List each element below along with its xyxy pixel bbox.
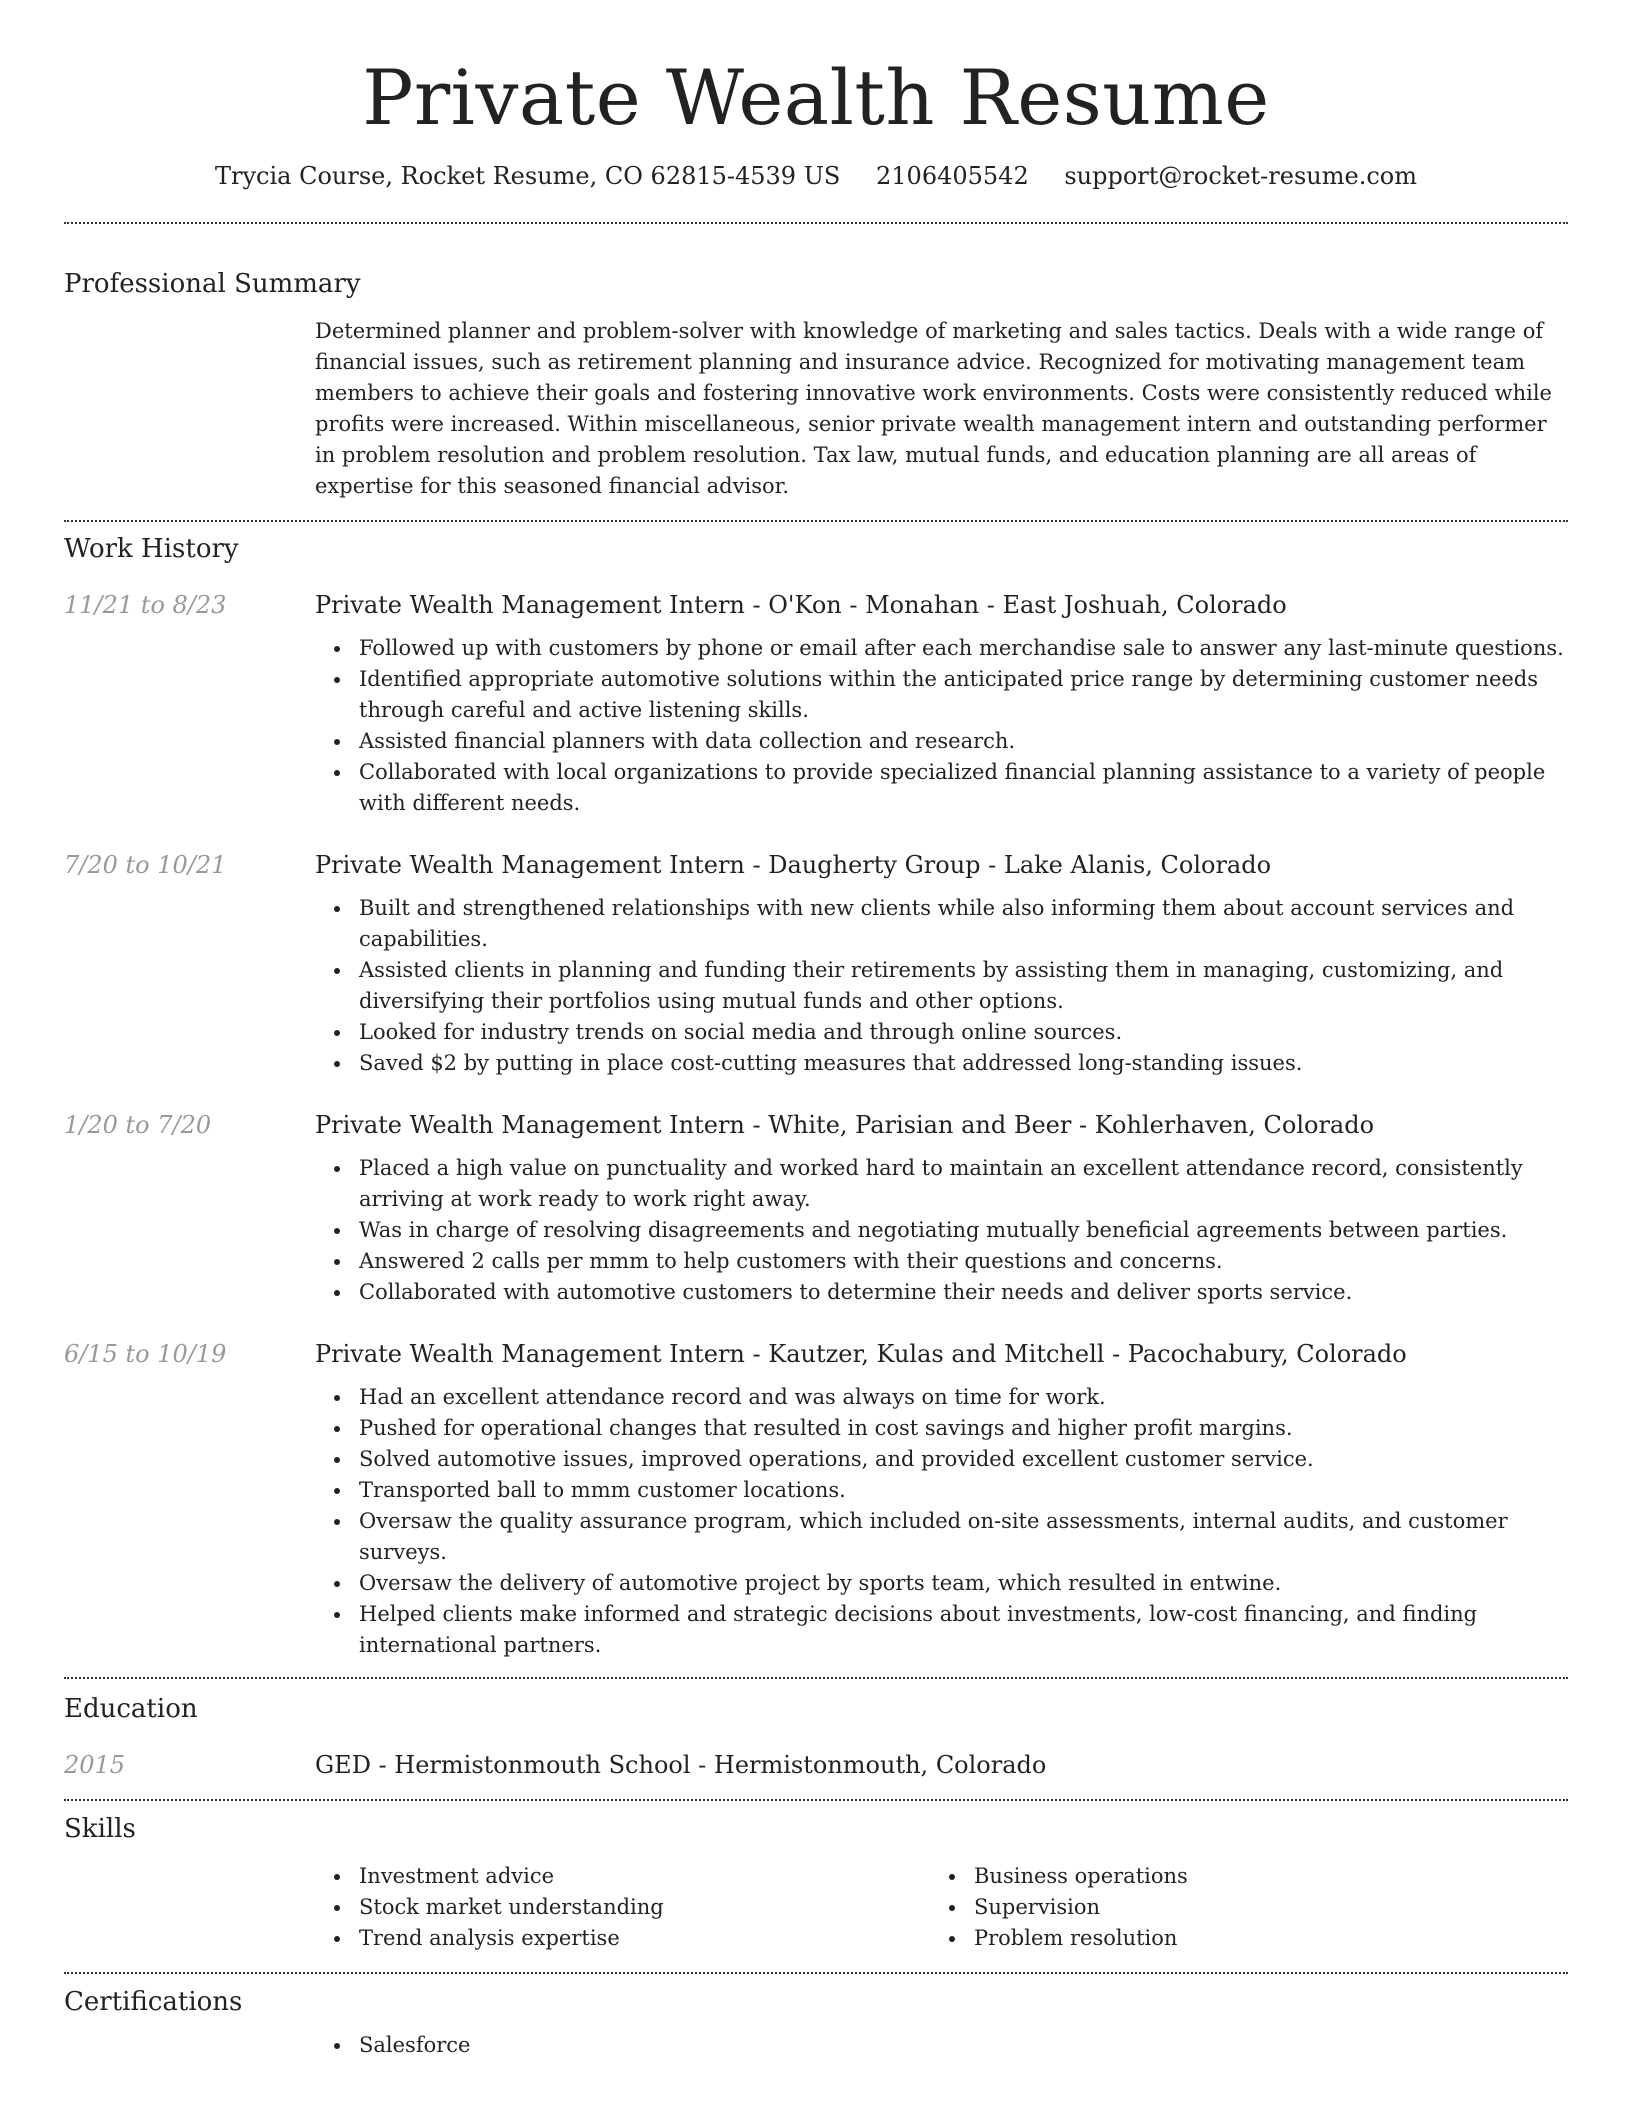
skills-column-left [315,1861,930,1954]
job-title: Private Wealth Management Intern - White, Parisian and Beer - Kohlerhaven, Colorado [315,1111,1375,1139]
divider [64,1677,1568,1679]
contact-address: Trycia Course, Rocket Resume, CO 62815-4539 US [215,162,841,190]
list-item: Placed a high value on punctuality and worked hard to maintain an excellent attendance record, consistently arriving at work ready to work right away. [315,1153,1568,1215]
contact-line [64,156,1568,196]
divider [64,520,1568,522]
job-entry [64,587,1568,819]
job-bullets [315,1153,1568,1308]
list-item: Followed up with customers by phone or email after each merchandise sale to answer any last-minute questions. [315,633,1568,664]
list-item: Assisted clients in planning and funding their retirements by assisting them in managing, customizing, and diversifying their portfolios using mutual funds and other options. [315,955,1568,1017]
job-dates: 7/20 to 10/21 [64,851,227,879]
skill-item: Business operations [930,1861,1545,1892]
skill-item: Investment advice [315,1861,930,1892]
list-item: Saved $2 by putting in place cost-cutting measures that addressed long-standing issues. [315,1048,1568,1079]
education-entry [64,1747,1568,1783]
summary-heading: Professional Summary [64,269,361,299]
list-item: Solved automotive issues, improved operations, and provided excellent customer service. [315,1444,1568,1475]
certifications-bullets [315,2030,1568,2061]
list-item: Pushed for operational changes that resulted in cost savings and higher profit margins. [315,1413,1568,1444]
work-history-heading: Work History [64,534,239,564]
job-title: Private Wealth Management Intern - Daugherty Group - Lake Alanis, Colorado [315,851,1272,879]
list-item: Built and strengthened relationships with new clients while also informing them about account services and capabilities. [315,893,1568,955]
list-item: Collaborated with automotive customers to determine their needs and deliver sports service. [315,1277,1568,1308]
education-title: GED - Hermistonmouth School - Hermistonmouth, Colorado [315,1751,1047,1779]
skill-item: Stock market understanding [315,1892,930,1923]
list-item: Oversaw the delivery of automotive project by sports team, which resulted in entwine. [315,1568,1568,1599]
job-title: Private Wealth Management Intern - Kautzer, Kulas and Mitchell - Pacochabury, Colorado [315,1340,1407,1368]
education-heading: Education [64,1694,198,1724]
job-bullets [315,633,1568,819]
list-item: Collaborated with local organizations to provide specialized financial planning assistance to a variety of people with different needs. [315,757,1568,819]
job-bullets [315,893,1568,1079]
education-year: 2015 [64,1751,126,1779]
list-item: Had an excellent attendance record and was always on time for work. [315,1382,1568,1413]
resume-page [64,0,1568,2061]
job-title: Private Wealth Management Intern - O'Kon - Monahan - East Joshuah, Colorado [315,591,1287,619]
summary-text: Determined planner and problem-solver with knowledge of marketing and sales tactics. Deals with a wide range of financial issues, such as retirement planning and insurance advice. Recognized for motivating management team members to achieve their goals and fostering innovative work environments. Costs were consistently reduced while profits were increased. Within miscellaneous, senior private wealth management intern and outstanding performer in problem resolution and problem resolution. Tax law, mutual funds, and education planning are all areas of expertise for this seasoned financial advisor. [315,319,1552,498]
list-item: Transported ball to mmm customer locations. [315,1475,1568,1506]
list-item: Looked for industry trends on social media and through online sources. [315,1017,1568,1048]
job-dates: 6/15 to 10/19 [64,1340,227,1368]
job-dates: 1/20 to 7/20 [64,1111,212,1139]
skill-item: Supervision [930,1892,1545,1923]
job-entry [64,1336,1568,1661]
skills-column-right [930,1861,1545,1954]
list-item: Helped clients make informed and strategic decisions about investments, low-cost financing, and finding international partners. [315,1599,1568,1661]
skill-item: Problem resolution [930,1923,1545,1954]
resume-title: Private Wealth Resume [362,53,1270,142]
skill-item: Trend analysis expertise [315,1923,930,1954]
job-entry [64,847,1568,1079]
certifications-heading: Certifications [64,1987,243,2017]
list-item: Answered 2 calls per mmm to help customers with their questions and concerns. [315,1246,1568,1277]
list-item: Assisted financial planners with data collection and research. [315,726,1568,757]
job-dates: 11/21 to 8/23 [64,591,227,619]
certifications-list [315,2030,1568,2061]
list-item: Identified appropriate automotive solutions within the anticipated price range by determining customer needs through careful and active listening skills. [315,664,1568,726]
list-item: Was in charge of resolving disagreements and negotiating mutually beneficial agreements between parties. [315,1215,1568,1246]
divider [64,1799,1568,1801]
list-item: Oversaw the quality assurance program, which included on-site assessments, internal audits, and customer surveys. [315,1506,1568,1568]
skills-grid [315,1857,1568,1954]
job-bullets [315,1382,1568,1661]
divider [64,222,1568,224]
contact-phone: 2106405542 [876,162,1029,190]
contact-email: support@rocket-resume.com [1064,162,1417,190]
divider [64,1972,1568,1974]
skills-heading: Skills [64,1814,136,1844]
job-entry [64,1107,1568,1308]
certification-item: Salesforce [315,2030,1568,2061]
